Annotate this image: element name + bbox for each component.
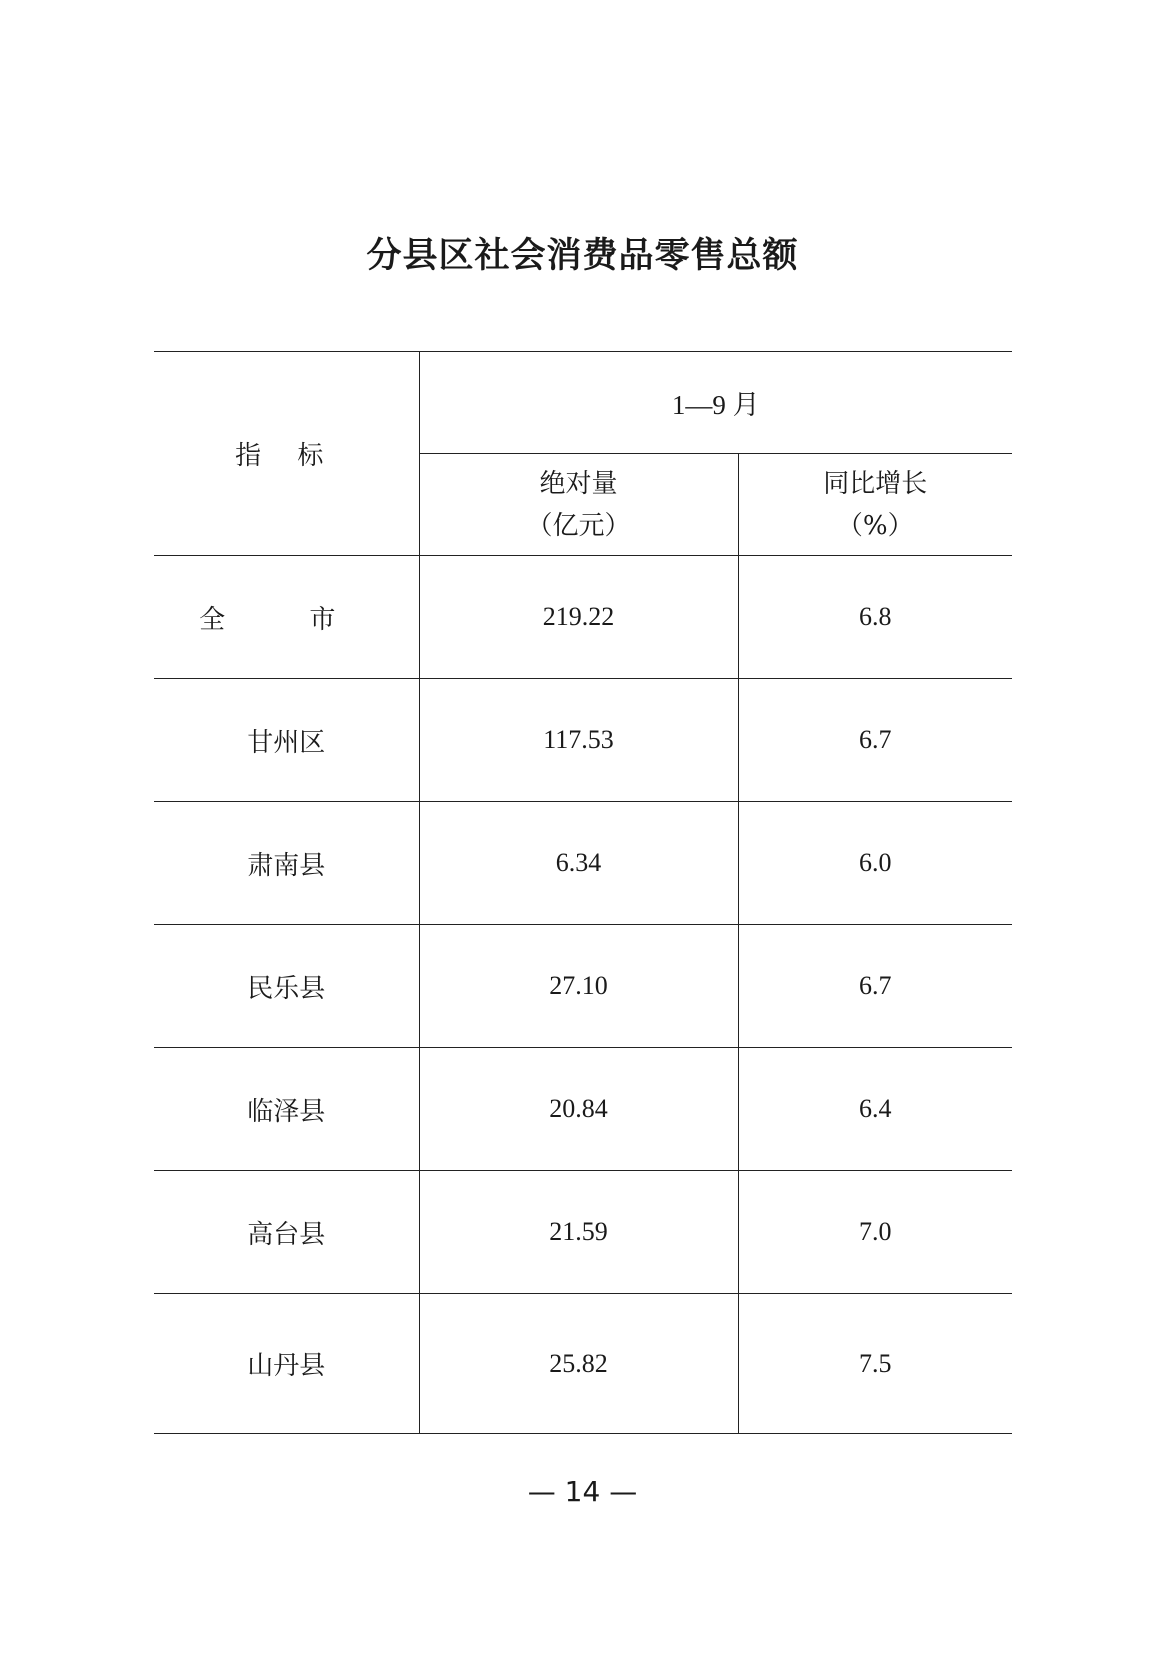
table-row bbox=[154, 1048, 1012, 1171]
growth-cell: 6.8 bbox=[738, 556, 1012, 679]
absolute-unit: （亿元） bbox=[526, 510, 631, 541]
table-header-row bbox=[154, 352, 1012, 454]
growth-unit: （%） bbox=[836, 510, 914, 541]
indicator-header-cell bbox=[154, 352, 419, 556]
table-row bbox=[154, 802, 1012, 925]
amount-cell: 117.53 bbox=[419, 679, 738, 802]
region-name: 全 市 bbox=[199, 604, 374, 635]
absolute-header-cell bbox=[419, 454, 738, 556]
table-row bbox=[154, 1294, 1012, 1434]
growth-cell: 7.5 bbox=[738, 1294, 1012, 1434]
region-cell: 高台县 bbox=[154, 1171, 419, 1294]
table-row bbox=[154, 679, 1012, 802]
table-row bbox=[154, 1171, 1012, 1294]
period-header: 1—9 月 bbox=[671, 390, 760, 420]
table-row bbox=[154, 925, 1012, 1048]
amount-cell: 25.82 bbox=[419, 1294, 738, 1434]
region-cell bbox=[154, 556, 419, 679]
region-cell: 山丹县 bbox=[154, 1294, 419, 1434]
indicator-header: 指 标 bbox=[235, 441, 338, 471]
growth-cell: 6.0 bbox=[738, 802, 1012, 925]
region-cell: 甘州区 bbox=[154, 679, 419, 802]
growth-cell: 6.7 bbox=[738, 679, 1012, 802]
retail-sales-table bbox=[154, 351, 1012, 1434]
growth-cell: 7.0 bbox=[738, 1171, 1012, 1294]
table-row bbox=[154, 556, 1012, 679]
amount-cell: 6.34 bbox=[419, 802, 738, 925]
growth-header: 同比增长 bbox=[823, 468, 928, 499]
absolute-header: 绝对量 bbox=[539, 468, 618, 499]
amount-cell: 20.84 bbox=[419, 1048, 738, 1171]
amount-cell: 27.10 bbox=[419, 925, 738, 1048]
page-number: — 14 — bbox=[527, 1475, 638, 1508]
region-cell: 肃南县 bbox=[154, 802, 419, 925]
amount-cell: 21.59 bbox=[419, 1171, 738, 1294]
amount-cell: 219.22 bbox=[419, 556, 738, 679]
period-header-cell bbox=[419, 352, 1012, 454]
page-title: 分县区社会消费品零售总额 bbox=[366, 236, 799, 276]
region-cell: 民乐县 bbox=[154, 925, 419, 1048]
growth-header-cell bbox=[738, 454, 1012, 556]
growth-cell: 6.4 bbox=[738, 1048, 1012, 1171]
growth-cell: 6.7 bbox=[738, 925, 1012, 1048]
region-cell: 临泽县 bbox=[154, 1048, 419, 1171]
